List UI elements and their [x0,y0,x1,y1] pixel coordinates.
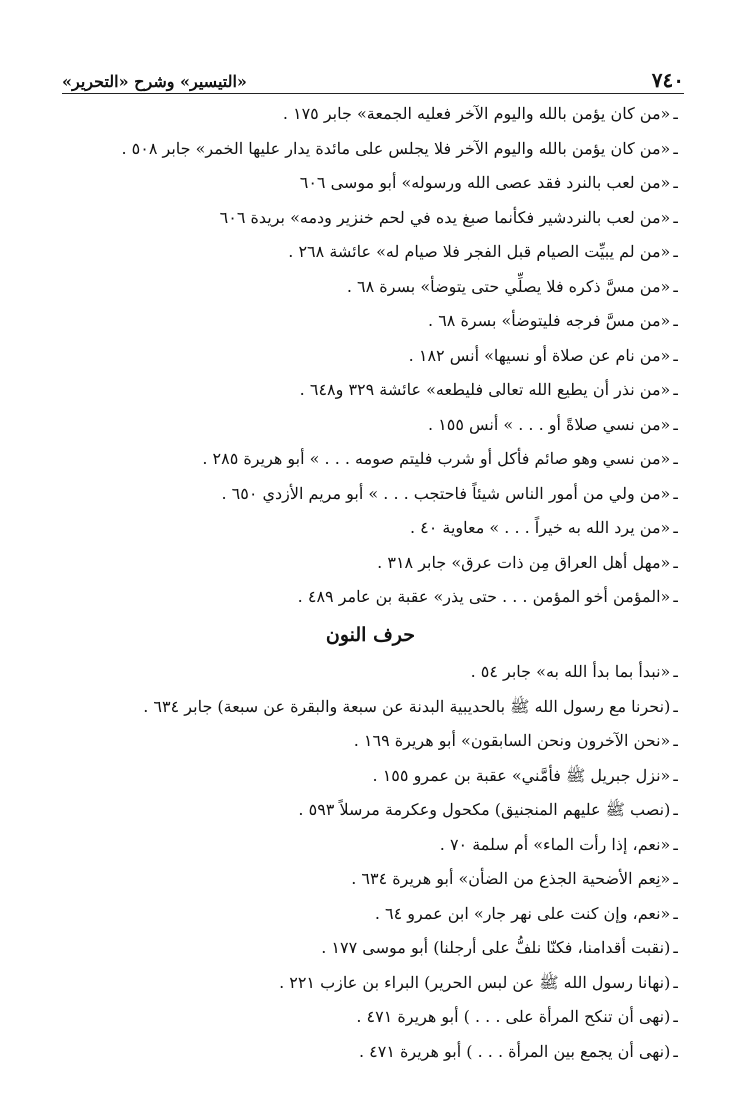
entry-text: «من لعب بالنرد فقد عصى الله ورسوله» أبو موسى ٦٠٦ [299,173,671,192]
index-entry [50,1000,678,1035]
entry-text: (نصب ﷺ عليهم المنجنيق) مكحول وعكرمة مرسلاً ٥٩٣ . [298,800,671,819]
entry-bullet: ـ [673,869,678,888]
entry-bullet: ـ [673,800,678,819]
entry-bullet: ـ [673,731,678,750]
index-entry [50,408,678,443]
entry-text: «من نذر أن يطيع الله تعالى فليطعه» عائشة ٣٢٩ و٦٤٨ . [299,380,671,399]
entry-bullet: ـ [673,483,678,503]
index-entry [50,373,678,408]
entry-text: «نِعم الأضحية الجذع من الضأن» أبو هريرة ٦٣٤ . [351,869,671,888]
entry-text: (نهى أن تنكح المرأة على . . . ) أبو هريرة ٤٧١ . [356,1007,671,1026]
entry-text: (نهى أن يجمع بين المرأة . . . ) أبو هريرة ٤٧١ . [358,1041,671,1061]
entry-text: (نهانا رسول الله ﷺ عن لبس الحرير) البراء بن عازب ٢٢١ . [279,972,671,992]
index-entry [50,442,678,477]
index-entry [50,235,678,270]
index-entry [50,759,678,794]
entry-bullet: ـ [673,587,678,606]
entry-bullet: ـ [673,242,678,261]
index-entry [50,546,678,581]
index-entry [50,339,678,374]
entry-text: «من نسي صلاةً أو . . . » أنس ١٥٥ . [427,414,671,434]
index-entry [50,304,678,339]
index-entry [50,132,678,167]
entry-bullet: ـ [673,311,678,330]
entry-bullet: ـ [673,972,678,992]
entry-bullet: ـ [673,662,678,681]
index-entry [50,511,678,546]
entry-text: «من كان يؤمن بالله واليوم الآخر فعليه الجمعة» جابر ١٧٥ . [282,104,671,123]
index-entry [50,580,678,615]
entry-text: «من كان يؤمن بالله واليوم الآخر فلا يجلس على مائدة يدار عليها الخمر» جابر ٥٠٨ . [121,138,671,158]
running-title: «التيسير» وشرح «التحرير» [62,72,247,91]
entry-text: «نحن الآخرون ونحن السابقون» أبو هريرة ١٦٩ . [353,731,671,750]
entry-bullet: ـ [673,207,678,227]
page-header [62,58,684,94]
index-entry [50,201,678,236]
entry-text: «من لم يبيِّت الصيام قبل الفجر فلا صيام له» عائشة ٢٦٨ . [288,242,671,261]
entry-text: (نقبت أقدامنا، فكنّا نلفُّ على أرجلنا) أبو موسى ١٧٧ . [321,938,671,957]
index-entry [50,655,678,690]
entry-bullet: ـ [673,903,678,923]
entry-bullet: ـ [673,1007,678,1026]
entry-text: «من مسَّ فرجه فليتوضأ» بسرة ٦٨ . [428,311,671,330]
entry-bullet: ـ [673,552,678,572]
entry-bullet: ـ [673,276,678,296]
index-entry [50,690,678,725]
entry-bullet: ـ [673,1041,678,1061]
index-entry [50,793,678,828]
section-heading: حرف النون [325,624,415,646]
index-entry [50,897,678,932]
entry-text: «من مسَّ ذكره فلا يصلِّي حتى يتوضأ» بسرة ٦٨ . [346,276,671,296]
entry-bullet: ـ [673,834,678,854]
entry-bullet: ـ [673,696,678,716]
entry-text: (نحرنا مع رسول الله ﷺ بالحديبية البدنة عن سبعة والبقرة عن سبعة) جابر ٦٣٤ . [143,696,671,716]
index-entry [50,724,678,759]
entry-bullet: ـ [673,345,678,365]
entry-text: «نعم، وإن كنت على نهر جار» ابن عمرو ٦٤ . [374,903,671,923]
index-entry [50,862,678,897]
entry-text: «مهل أهل العراق مِن ذات عرق» جابر ٣١٨ . [377,552,671,572]
entry-text: «من لعب بالنردشير فكأنما صبغ يده في لحم خنزير ودمه» بريدة ٦٠٦ [219,207,671,227]
entry-bullet: ـ [673,449,678,468]
entry-bullet: ـ [673,380,678,399]
entry-text: «المؤمن أخو المؤمن . . . حتى يذر» عقبة بن عامر ٤٨٩ . [297,587,671,606]
entry-bullet: ـ [673,173,678,192]
entry-text: «نبدأ بما بدأ الله به» جابر ٥٤ . [470,662,671,681]
index-entry [50,828,678,863]
index-entry [50,1035,678,1070]
entry-text: «من نام عن صلاة أو نسيها» أنس ١٨٢ . [408,345,671,365]
index-entry [50,966,678,1001]
page-number: ٧٤٠ [651,68,684,92]
index-entry [50,931,678,966]
hadith-index-list-noon [50,655,678,1069]
index-entry [50,166,678,201]
entry-text: «نعم، إذا رأت الماء» أم سلمة ٧٠ . [439,834,671,854]
index-entry [50,477,678,512]
entry-bullet: ـ [673,138,678,158]
entry-text: «من يرد الله به خيراً . . . » معاوية ٤٠ . [409,518,671,537]
entry-bullet: ـ [673,414,678,434]
entry-bullet: ـ [673,938,678,957]
entry-text: «من نسي وهو صائم فأكل أو شرب فليتم صومه . . . » أبو هريرة ٢٨٥ . [202,449,671,468]
index-entry [50,97,678,132]
entry-bullet: ـ [673,104,678,123]
entry-text: «نزل جبريل ﷺ فأمَّني» عقبة بن عمرو ١٥٥ . [372,765,671,785]
hadith-index-list-meem [50,97,678,615]
entry-bullet: ـ [673,518,678,537]
entry-bullet: ـ [673,765,678,785]
entry-text: «من ولي من أمور الناس شيئاً فاحتجب . . . » أبو مريم الأزدي ٦٥٠ . [221,483,671,503]
index-entry [50,270,678,305]
